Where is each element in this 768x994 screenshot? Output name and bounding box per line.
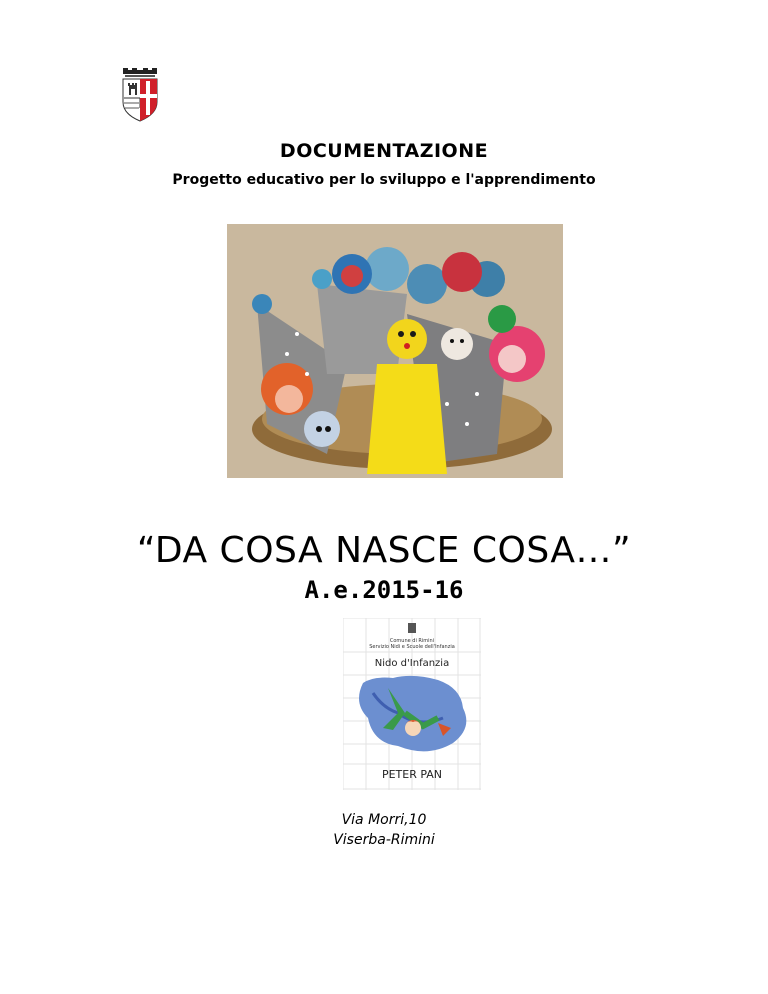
address-city: Viserba-Rimini bbox=[333, 832, 435, 848]
school-year: A.e.2015-16 bbox=[304, 576, 464, 604]
nido-org-line-1: Comune di Rimini bbox=[389, 638, 435, 644]
nido-name: Nido d'Infanzia bbox=[374, 658, 450, 669]
puppets-photo bbox=[227, 224, 563, 478]
nido-organization bbox=[343, 638, 481, 650]
document-subtitle: Progetto educativo per lo sviluppo e l'apprendimento bbox=[172, 172, 596, 188]
address-block bbox=[0, 810, 768, 850]
nido-org-line-2: Servizio Nidi e Scuole dell'Infanzia bbox=[369, 644, 455, 650]
address-street: Via Morri,10 bbox=[341, 812, 427, 828]
project-title: “DA COSA NASCE COSA…” bbox=[136, 530, 632, 571]
municipal-crest-logo bbox=[120, 68, 160, 122]
document-title: DOCUMENTAZIONE bbox=[279, 140, 489, 162]
nido-peter-pan-logo bbox=[343, 618, 481, 790]
nido-school-name: PETER PAN bbox=[381, 768, 443, 781]
